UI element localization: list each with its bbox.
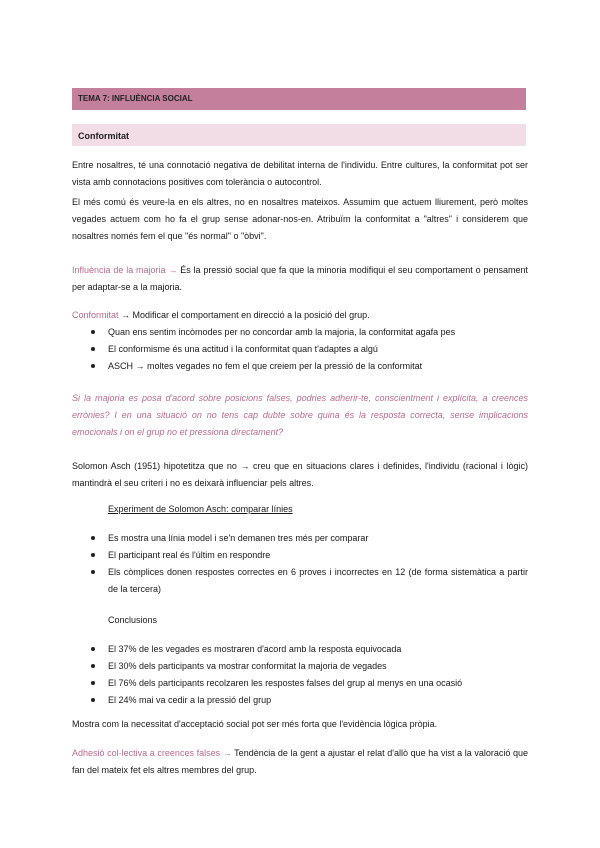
asch-paragraph: Solomon Asch (1951) hipotetitza que no → creu que en situacions clares i definides, l'individu (racional i lògic) mantindrà el seu criteri i no es deixarà influenciar pels altres. [72, 461, 528, 488]
conformitat-text: → Modificar el comportament en direcció a la posició del grup. [118, 310, 370, 320]
section-heading: Conformitat [78, 131, 129, 141]
influencia-definition [72, 262, 528, 296]
bullet-dot [91, 698, 95, 702]
closing-paragraph: Mostra com la necessitat d'acceptació social pot ser més forta que l'evidència lògica pròpia. [72, 719, 438, 729]
list-item: El 24% mai va cedir a la pressió del grup [108, 695, 272, 705]
list-item: Es mostra una línia model i se'n demanen tres més per comparar [108, 533, 369, 543]
page-title: TEMA 7: INFLUÈNCIA SOCIAL [78, 94, 193, 103]
adhesio-text: Tendència de la gent a ajustar el relat d'allò que ha vist a la valoració que fan del mateix fet els altres membres del grup. [72, 748, 528, 775]
list-item: El 76% dels participants recolzaren les respostes falses del grup al menys en una ocasió [108, 678, 463, 688]
bullet-dot [91, 570, 95, 574]
list-item: El participant real és l'últim en respondre [108, 550, 271, 560]
paragraph-2: El més comú és veure-la en els altres, no en nosaltres mateixos. Assumim que actuem lliurement, però moltes vegades actuem com ho fa el grup sense adonar-nos-en. Atribuïm la conformitat a "altres" i considerem que nosaltres només fem el que "és normal" o "òbvi". [72, 197, 528, 241]
adhesio-term: Adhesió col·lectiva a creences falses → [72, 748, 232, 758]
bullet-dot [91, 681, 95, 685]
bullet-dot [91, 664, 95, 668]
bullet-dot [91, 553, 95, 557]
experiment-heading: Experiment de Solomon Asch: comparar línies [108, 504, 293, 514]
influencia-text: És la pressió social que fa que la minoria modifiqui el seu comportament o pensament per adaptar-se a la majoria. [72, 265, 528, 292]
list-item: El 30% dels participants va mostrar conformitat la majoria de vegades [108, 661, 387, 671]
adhesio-definition [72, 745, 528, 779]
influencia-term: Influència de la majoria → [72, 265, 178, 275]
list-item: El conformisme és una actitud i la conformitat quan t'adaptes a algú [108, 344, 378, 354]
bullet-dot [91, 647, 95, 651]
title-band [72, 88, 526, 110]
list-item: Els còmplices donen respostes correctes en 6 proves i incorrectes en 12 (de forma sistemàtica a partir de la tercera) [108, 567, 528, 594]
bullet-dot [91, 364, 95, 368]
bullet-dot [91, 536, 95, 540]
list-item: ASCH → moltes vegades no fem el que creiem per la pressió de la conformitat [108, 361, 423, 371]
bullet-dot [91, 347, 95, 351]
paragraph-1: Entre nosaltres, té una connotació negativa de debilitat interna de l'individu. Entre cultures, la conformitat pot ser vista amb connotacions positives com tolerància o autocontrol. [72, 160, 528, 187]
question-paragraph: Si la majoria es posa d'acord sobre posicions falses, podries adherir-te, conscientment i explícita, a creences errònies? I en una situació on no tens cap dubte sobre quina és la resposta correcta, sense implicacions emocionals i on el grup no et pressiona directament? [72, 393, 528, 437]
list-item: El 37% de les vegades es mostraren d'acord amb la resposta equivocada [108, 644, 402, 654]
list-item: Quan ens sentim incòmodes per no concordar amb la majoria, la conformitat agafa pes [108, 327, 456, 337]
bullet-dot [91, 330, 95, 334]
conformitat-definition [72, 307, 528, 324]
conclusions-heading: Conclusions [108, 615, 158, 625]
conformitat-term: Conformitat [72, 310, 119, 320]
section-band [72, 124, 526, 146]
